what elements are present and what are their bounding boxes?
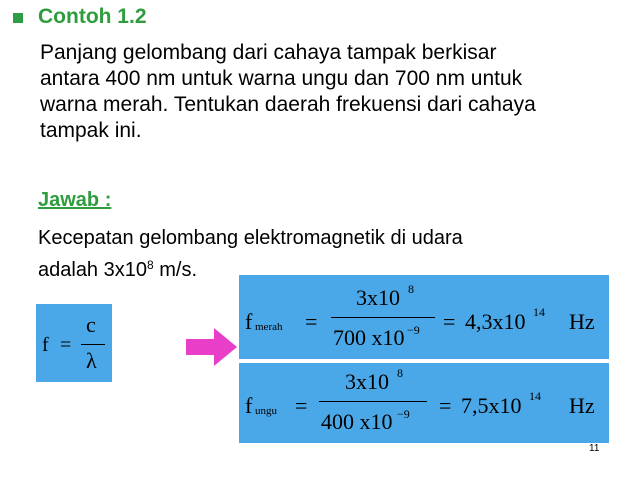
formula-merah-den-exp: −9 [407, 323, 420, 337]
problem-line: antara 400 nm untuk warna ungu dan 700 nm untuk [40, 67, 523, 90]
formula-merah-num-exp: 8 [408, 282, 414, 296]
formula-merah-fraction-bar [331, 317, 435, 318]
formula-basic-fraction-bar [81, 344, 105, 345]
formula-ungu-result-exp: 14 [529, 389, 541, 403]
square-bullet-icon [13, 13, 23, 23]
formula-ungu-subscript: ungu [255, 405, 277, 417]
formula-merah-f: f [245, 309, 253, 334]
formula-merah-box [239, 275, 609, 359]
formula-ungu-result-base: 7,5x10 [461, 393, 522, 418]
formula-ungu-eq2: = [439, 393, 452, 418]
problem-line: Panjang gelombang dari cahaya tampak berkisar [40, 41, 497, 64]
formula-merah-eq1: = [305, 309, 318, 334]
formula-ungu-num-base: 3x10 [345, 369, 389, 394]
formula-basic-eq: = [60, 334, 72, 356]
formula-ungu-num-exp: 8 [397, 366, 403, 380]
formula-merah-unit: Hz [569, 309, 595, 334]
answer-speed-exponent: 8 [146, 258, 154, 272]
answer-line-1: Kecepatan gelombang elektromagnetik di udara [38, 227, 463, 249]
formula-ungu-den-base: 400 x10 [321, 409, 393, 434]
formula-ungu-unit: Hz [569, 393, 595, 418]
formula-basic-lhs: f [42, 334, 49, 356]
slide-title: Contoh 1.2 [38, 5, 147, 28]
formula-ungu-den-exp: −9 [397, 407, 410, 421]
answer-speed-unit: m/s. [153, 259, 198, 281]
formula-merah-den-base: 700 x10 [333, 325, 405, 350]
right-arrow-icon [186, 328, 238, 366]
formula-merah-subscript: merah [255, 321, 283, 333]
problem-line: warna merah. Tentukan daerah frekuensi dari cahaya [40, 93, 536, 116]
page-number: 11 [589, 443, 600, 454]
formula-ungu-box [239, 363, 609, 443]
formula-ungu-f: f [245, 393, 253, 418]
answer-speed-base: adalah 3x10 [38, 259, 147, 281]
formula-basic-numerator: c [86, 312, 96, 337]
formula-merah-result-exp: 14 [533, 305, 545, 319]
problem-statement [40, 40, 632, 144]
formula-basic-box [36, 304, 112, 382]
problem-line: tampak ini. [40, 119, 142, 142]
formula-ungu-eq1: = [295, 393, 308, 418]
formula-merah-num-base: 3x10 [356, 285, 400, 310]
formula-merah-result-base: 4,3x10 [465, 309, 526, 334]
formula-merah-eq2: = [443, 309, 456, 334]
formula-basic-denominator: λ [86, 348, 97, 373]
answer-label: Jawab : [38, 189, 112, 211]
formula-ungu-fraction-bar [319, 401, 427, 402]
